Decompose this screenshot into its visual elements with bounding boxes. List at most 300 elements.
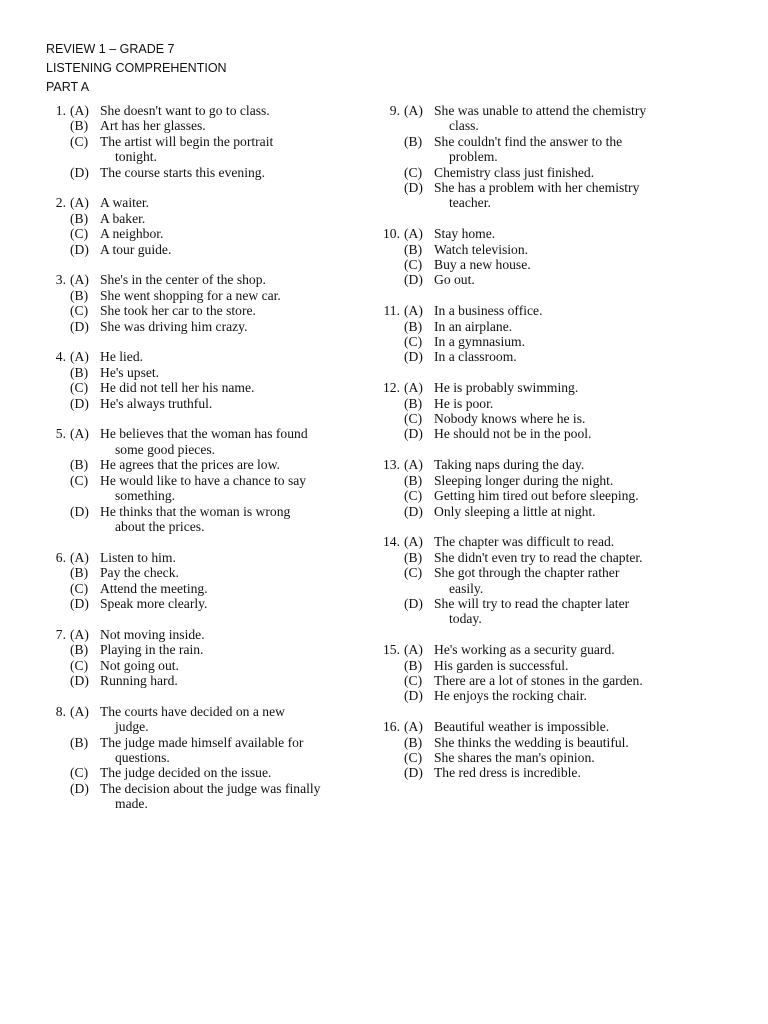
answer-option (404, 396, 591, 411)
option-text: Pay the check. (100, 565, 179, 581)
option-letter: (D) (404, 426, 423, 442)
option-text: The judge decided on the issue. (100, 765, 272, 781)
question-number: 5. (55, 426, 66, 442)
option-text-block (100, 272, 281, 287)
option-letter: (A) (70, 103, 89, 118)
option-letter: (A) (404, 457, 423, 473)
option-text-continuation: problem. (449, 149, 498, 165)
question-number: 2. (55, 195, 66, 211)
option-letter: (C) (404, 164, 423, 180)
option-text-block (434, 411, 591, 426)
option-text-block (434, 642, 643, 657)
option-text: Speak more clearly. (100, 595, 208, 611)
answer-option (404, 411, 591, 426)
option-letter: (A) (70, 703, 89, 719)
option-text: Nobody knows where he is. (434, 411, 586, 427)
option-text-block (100, 211, 171, 226)
answer-options (404, 642, 643, 704)
question-number: 9. (389, 103, 400, 118)
answer-option (70, 596, 208, 611)
option-text-block (434, 473, 639, 488)
option-text: He is probably swimming. (434, 380, 579, 396)
question-number: 6. (55, 549, 66, 565)
option-text-continuation: today. (449, 611, 482, 627)
option-letter: (C) (70, 472, 89, 488)
option-text-block (434, 565, 643, 596)
option-text-block (100, 426, 308, 457)
option-text: She went shopping for a new car. (100, 287, 281, 303)
answer-option (404, 688, 643, 703)
option-letter: (B) (70, 118, 89, 134)
option-text-block (434, 504, 639, 519)
option-text: Listen to him. (100, 549, 176, 565)
answer-option (70, 380, 254, 395)
option-letter: (D) (70, 503, 89, 519)
answer-options (70, 103, 273, 180)
answer-option (404, 165, 646, 180)
option-text: The decision about the judge was finally (100, 780, 321, 796)
option-text: Sleeping longer during the night. (434, 472, 614, 488)
answer-options (404, 226, 531, 288)
answer-option (70, 550, 208, 565)
answer-option (70, 165, 273, 180)
option-text-block (100, 118, 273, 133)
option-text-continuation: some good pieces. (115, 441, 216, 457)
part-title: PART A (46, 80, 90, 94)
answer-options (404, 534, 643, 626)
option-letter: (B) (70, 457, 89, 473)
answer-option (404, 642, 643, 657)
option-text: Taking naps during the day. (434, 457, 585, 473)
option-text: She shares the man's opinion. (434, 749, 595, 765)
question-12 (370, 380, 710, 442)
option-letter: (B) (404, 395, 423, 411)
option-text-block (100, 226, 171, 241)
answer-option (70, 565, 208, 580)
option-text: Playing in the rain. (100, 642, 204, 658)
option-text: In a business office. (434, 303, 543, 319)
option-letter: (C) (70, 580, 89, 596)
answer-option (404, 457, 639, 472)
answer-option (70, 627, 205, 642)
option-text-block (434, 457, 639, 472)
option-letter: (B) (70, 642, 89, 658)
option-text-block (434, 242, 531, 257)
option-text-block (434, 596, 643, 627)
option-text: Beautiful weather is impossible. (434, 719, 610, 735)
option-text-block (100, 565, 208, 580)
answer-options (404, 719, 629, 781)
option-letter: (C) (70, 303, 89, 319)
option-text: Only sleeping a little at night. (434, 503, 596, 519)
answer-option (70, 396, 254, 411)
option-letter: (C) (70, 380, 89, 396)
answer-option (70, 673, 205, 688)
option-text: His garden is successful. (434, 657, 569, 673)
option-text: He's upset. (100, 364, 160, 380)
option-text: Art has her glasses. (100, 118, 206, 134)
question-number: 13. (383, 457, 400, 473)
answer-option (404, 103, 646, 134)
option-text: A waiter. (100, 195, 150, 211)
option-letter: (A) (70, 549, 89, 565)
answer-options (404, 303, 542, 365)
option-letter: (C) (404, 257, 423, 273)
question-number: 10. (383, 226, 400, 242)
option-text-block (100, 765, 320, 780)
option-text: The artist will begin the portrait (100, 133, 274, 149)
option-text-block (434, 658, 643, 673)
option-text-continuation: made. (115, 796, 148, 812)
option-letter: (C) (404, 672, 423, 688)
answer-option (70, 349, 254, 364)
option-letter: (D) (70, 395, 89, 411)
option-text: She doesn't want to go to class. (100, 103, 270, 118)
option-text: Attend the meeting. (100, 580, 208, 596)
option-text-block (100, 380, 254, 395)
option-text: In an airplane. (434, 318, 513, 334)
answer-option (404, 180, 646, 211)
question-4 (36, 349, 376, 411)
option-text-block (434, 750, 629, 765)
question-number: 12. (383, 380, 400, 396)
option-text: The red dress is incredible. (434, 765, 581, 781)
question-9 (370, 103, 710, 211)
option-text: He thinks that the woman is wrong (100, 503, 291, 519)
answer-option (70, 765, 320, 780)
option-letter: (A) (404, 226, 423, 242)
option-text-block (100, 349, 254, 364)
option-text: He's always truthful. (100, 395, 213, 411)
option-text-block (100, 781, 320, 812)
answer-option (404, 596, 643, 627)
option-text: Getting him tired out before sleeping. (434, 488, 639, 504)
answer-option (404, 349, 542, 364)
option-text: He's working as a security guard. (434, 642, 615, 658)
option-letter: (C) (404, 334, 423, 350)
option-text: A baker. (100, 210, 146, 226)
option-letter: (A) (404, 380, 423, 396)
option-text-block (100, 596, 208, 611)
option-text: Buy a new house. (434, 257, 531, 273)
option-text: He enjoys the rocking chair. (434, 688, 587, 704)
option-text-block (100, 165, 273, 180)
answer-option (70, 134, 273, 165)
option-text-block (100, 288, 281, 303)
option-text: Stay home. (434, 226, 496, 242)
option-text: The chapter was difficult to read. (434, 534, 615, 550)
option-text: Not moving inside. (100, 626, 205, 642)
answer-option (404, 242, 531, 257)
option-text: She got through the chapter rather (434, 565, 620, 581)
answer-option (70, 504, 308, 535)
option-letter: (B) (70, 287, 89, 303)
option-text-block (434, 334, 542, 349)
answer-option (404, 226, 531, 241)
option-letter: (B) (404, 241, 423, 257)
option-text-block (434, 134, 646, 165)
option-text-block (100, 319, 281, 334)
option-text-block (434, 180, 646, 211)
option-letter: (A) (404, 719, 423, 735)
answer-option (70, 303, 281, 318)
option-letter: (D) (404, 272, 423, 288)
option-text-block (100, 134, 273, 165)
option-text-block (100, 704, 320, 735)
question-13 (370, 457, 710, 519)
option-letter: (B) (70, 210, 89, 226)
answer-option (70, 426, 308, 457)
option-text-block (100, 642, 205, 657)
answer-options (70, 195, 171, 257)
answer-options (70, 272, 281, 334)
question-7 (36, 627, 376, 689)
option-letter: (C) (70, 657, 89, 673)
option-text: He is poor. (434, 395, 494, 411)
option-text-block (100, 396, 254, 411)
option-text-block (434, 380, 591, 395)
answer-option (404, 334, 542, 349)
option-text-block (100, 303, 281, 318)
option-text-block (434, 103, 646, 134)
option-text: He agrees that the prices are low. (100, 457, 280, 473)
option-letter: (D) (70, 241, 89, 257)
option-text: He did not tell her his name. (100, 380, 255, 396)
option-text-block (100, 473, 308, 504)
option-text: He lied. (100, 349, 144, 365)
question-11 (370, 303, 710, 365)
option-text: She has a problem with her chemistry (434, 180, 640, 196)
answer-options (404, 380, 591, 442)
answer-options (70, 704, 320, 812)
option-letter: (B) (404, 318, 423, 334)
option-text-block (100, 103, 273, 118)
option-text-continuation: about the prices. (115, 518, 205, 534)
answer-option (70, 642, 205, 657)
section-title: LISTENING COMPREHENTION (46, 61, 227, 75)
option-text: The course starts this evening. (100, 164, 265, 180)
option-text-block (434, 719, 629, 734)
answer-option (70, 226, 171, 241)
answer-option (70, 288, 281, 303)
option-text-block (100, 658, 205, 673)
question-number: 16. (383, 719, 400, 735)
question-number: 8. (55, 703, 66, 719)
option-text-block (100, 627, 205, 642)
option-text: The judge made himself available for (100, 734, 304, 750)
option-letter: (A) (70, 349, 89, 365)
review-title: REVIEW 1 – GRADE 7 (46, 42, 175, 56)
questions-column-right (370, 103, 710, 796)
question-8 (36, 704, 376, 812)
option-text: The courts have decided on a new (100, 703, 285, 719)
option-text-continuation: questions. (115, 749, 170, 765)
option-text-continuation: easily. (449, 580, 484, 596)
option-letter: (B) (70, 565, 89, 581)
answer-option (70, 272, 281, 287)
option-text-block (434, 765, 629, 780)
option-text: She's in the center of the shop. (100, 272, 266, 288)
option-letter: (C) (404, 749, 423, 765)
option-letter: (C) (404, 488, 423, 504)
option-letter: (B) (404, 549, 423, 565)
option-text: She couldn't find the answer to the (434, 133, 623, 149)
question-number: 4. (55, 349, 66, 365)
answer-option (70, 103, 273, 118)
option-text-block (100, 581, 208, 596)
option-text: She will try to read the chapter later (434, 595, 630, 611)
answer-option (70, 365, 254, 380)
answer-option (404, 272, 531, 287)
answer-option (70, 457, 308, 472)
option-text-block (434, 165, 646, 180)
answer-option (70, 319, 281, 334)
option-letter: (A) (70, 195, 89, 211)
option-text: In a gymnasium. (434, 334, 525, 350)
option-text-block (434, 534, 643, 549)
option-letter: (C) (70, 133, 89, 149)
answer-option (404, 504, 639, 519)
option-text: Not going out. (100, 657, 179, 673)
answer-option (70, 118, 273, 133)
answer-option (404, 550, 643, 565)
option-text: He should not be in the pool. (434, 426, 592, 442)
option-text-block (434, 396, 591, 411)
option-letter: (D) (70, 164, 89, 180)
question-number: 7. (55, 626, 66, 642)
option-text-block (434, 303, 542, 318)
option-letter: (D) (404, 503, 423, 519)
question-number: 1. (55, 103, 66, 118)
option-text: In a classroom. (434, 349, 517, 365)
option-text: Watch television. (434, 241, 529, 257)
option-text-block (434, 735, 629, 750)
option-letter: (D) (70, 318, 89, 334)
option-letter: (D) (70, 595, 89, 611)
answer-option (404, 303, 542, 318)
answer-option (404, 735, 629, 750)
option-text-block (434, 688, 643, 703)
question-number: 3. (55, 272, 66, 288)
option-letter: (D) (404, 595, 423, 611)
document-header (46, 40, 227, 97)
answer-option (404, 719, 629, 734)
option-text-block (434, 272, 531, 287)
question-6 (36, 550, 376, 612)
option-text: Chemistry class just finished. (434, 164, 595, 180)
option-text: A neighbor. (100, 226, 164, 242)
answer-option (404, 134, 646, 165)
answer-option (404, 750, 629, 765)
question-2 (36, 195, 376, 257)
option-text: She didn't even try to read the chapter. (434, 549, 643, 565)
answer-option (404, 257, 531, 272)
answer-option (70, 658, 205, 673)
option-text-continuation: class. (449, 118, 479, 134)
option-text-block (100, 504, 308, 535)
question-number: 15. (383, 642, 400, 658)
answer-option (70, 473, 308, 504)
option-text: There are a lot of stones in the garden. (434, 672, 643, 688)
answer-option (70, 735, 320, 766)
question-16 (370, 719, 710, 781)
questions-column-left (36, 103, 376, 827)
option-letter: (D) (404, 349, 423, 365)
question-14 (370, 534, 710, 626)
option-text-block (100, 242, 171, 257)
answer-options (70, 426, 308, 534)
option-text-block (434, 488, 639, 503)
answer-option (404, 473, 639, 488)
option-letter: (C) (70, 765, 89, 781)
option-letter: (B) (70, 364, 89, 380)
option-text: She thinks the wedding is beautiful. (434, 734, 629, 750)
answer-options (70, 550, 208, 612)
question-10 (370, 226, 710, 288)
answer-options (404, 103, 646, 211)
question-1 (36, 103, 376, 180)
answer-option (404, 319, 542, 334)
option-text: A tour guide. (100, 241, 172, 257)
answer-options (70, 349, 254, 411)
option-letter: (C) (70, 226, 89, 242)
question-15 (370, 642, 710, 704)
option-text-continuation: teacher. (449, 195, 491, 211)
option-letter: (A) (404, 103, 423, 118)
option-text-block (100, 673, 205, 688)
question-5 (36, 426, 376, 534)
option-letter: (D) (404, 688, 423, 704)
answer-option (404, 534, 643, 549)
option-text: Go out. (434, 272, 475, 288)
option-letter: (A) (404, 534, 423, 550)
option-text: Running hard. (100, 672, 178, 688)
option-text-block (434, 673, 643, 688)
option-letter: (B) (404, 472, 423, 488)
option-letter: (D) (404, 180, 423, 196)
answer-option (70, 195, 171, 210)
answer-option (404, 488, 639, 503)
option-letter: (D) (70, 672, 89, 688)
option-text-continuation: judge. (115, 719, 149, 735)
answer-option (404, 673, 643, 688)
answer-option (70, 242, 171, 257)
question-number: 11. (383, 303, 400, 319)
option-letter: (A) (70, 426, 89, 442)
answer-option (404, 380, 591, 395)
option-text: He would like to have a chance to say (100, 472, 307, 488)
answer-option (70, 781, 320, 812)
option-letter: (A) (404, 642, 423, 658)
option-letter: (C) (404, 565, 423, 581)
question-3 (36, 272, 376, 334)
answer-options (404, 457, 639, 519)
option-text-block (100, 195, 171, 210)
answer-option (70, 581, 208, 596)
question-number: 14. (383, 534, 400, 550)
option-text-block (100, 457, 308, 472)
option-letter: (B) (404, 657, 423, 673)
option-text-block (434, 550, 643, 565)
answer-option (404, 565, 643, 596)
option-text-block (434, 257, 531, 272)
option-letter: (D) (70, 780, 89, 796)
option-text-block (100, 365, 254, 380)
answer-option (404, 658, 643, 673)
option-text-block (100, 735, 320, 766)
answer-options (70, 627, 205, 689)
answer-option (70, 704, 320, 735)
